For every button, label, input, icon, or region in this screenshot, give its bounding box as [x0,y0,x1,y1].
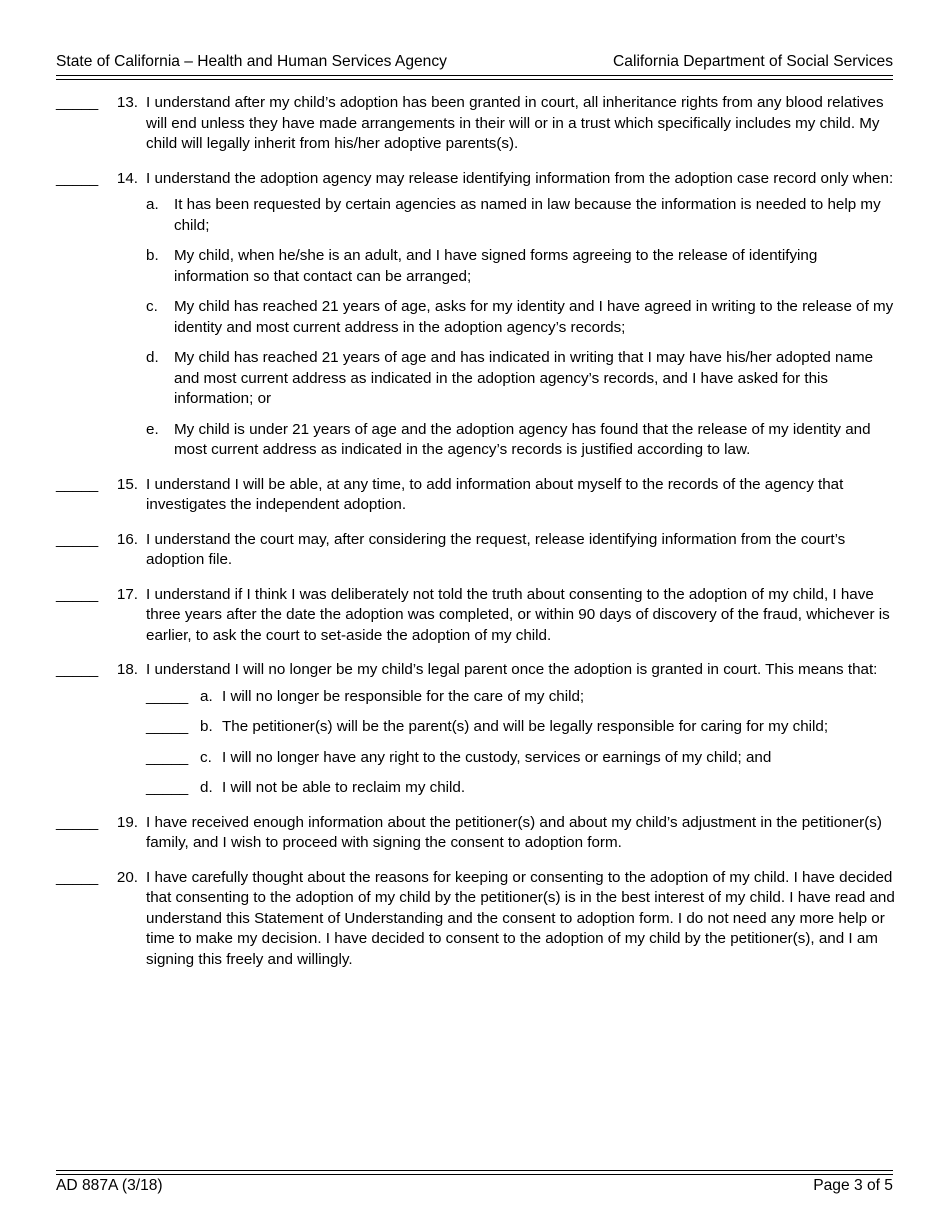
checklist-text: The petitioner(s) will be the parent(s) and will be legally responsible for caring for my child; [222,718,829,735]
page-header [56,52,893,74]
header-rule-top [56,75,893,76]
statement-text: I understand I will be able, at any time, to add information about myself to the records of the agency that investigates the independent adoption. [146,475,844,513]
condition-text: My child, when he/she is an adult, and I have signed forms agreeing to the release of identifying information so that contact can be arranged; [174,247,818,285]
condition-letter: b. [146,247,159,264]
checklist-item-c [146,748,896,769]
statement-number: 18. [116,661,138,678]
form-id: AD 887A (3/18) [56,1177,163,1194]
statement-text: I understand I will no longer be my child’s legal parent once the adoption is granted in court. This means that: [146,661,878,678]
initial-blank-18b[interactable]: _____ [146,718,189,735]
condition-b [146,246,896,287]
condition-d [146,348,896,410]
statement-number: 14. [116,169,138,187]
initial-blank-19[interactable]: _____ [56,813,99,831]
initial-blank-18[interactable]: _____ [56,661,99,678]
initial-blank-16[interactable]: _____ [56,530,99,548]
condition-a [146,195,896,236]
condition-text: My child has reached 21 years of age and has indicated in writing that I may have his/her adopted name and most current address as indicated in the adoption agency’s records, and I have asked for this information; or [174,349,874,407]
header-department: California Department of Social Services [613,53,893,70]
page-footer [56,1176,893,1198]
checklist-letter: d. [200,779,213,796]
statement-text: I have received enough information about the petitioner(s) and about my child’s adjustment in the petitioner(s) family, and I wish to proceed with signing the consent to adoption form. [146,813,882,851]
checklist-text: I will not be able to reclaim my child. [222,779,466,796]
condition-letter: e. [146,420,159,438]
statement-text: I understand after my child’s adoption has been granted in court, all inheritance rights from any blood relatives will end unless they have made arrangements in their will or in a trust which specifically includes my child. My child will legally inherit from his/her adoptive parents(s). [146,94,884,152]
statement-20 [56,868,896,971]
initial-blank-17[interactable]: _____ [56,585,99,603]
checklist-item-b [146,717,896,738]
footer-rule-top [56,1170,893,1171]
initial-blank-20[interactable]: _____ [56,868,99,886]
condition-c [146,297,896,338]
statement-17 [56,585,896,647]
statement-list [56,93,896,984]
statement-text: I understand the court may, after considering the request, release identifying information from the court’s adoption file. [146,530,846,568]
statement-text: I have carefully thought about the reasons for keeping or consenting to the adoption of my child. I have decided that consenting to the adoption of my child by the petitioner(s) is in the best interest of my child. I have read and understand this Statement of Understanding and the consent to adoption form. I do not need any more help or time to make my decision. I have decided to consent to the adoption of my child by the petitioner(s), and I am signing this freely and willingly. [146,868,895,968]
checklist-letter: c. [200,748,212,766]
checklist-letter: a. [200,687,213,705]
statement-number: 15. [116,475,138,493]
statement-16 [56,530,896,571]
condition-text: My child is under 21 years of age and the adoption agency has found that the release of my identity and most current address as indicated in the agency’s records is justified according to law. [174,420,871,458]
statement-number: 17. [116,585,138,603]
statement-19 [56,813,896,854]
statement-14 [56,169,896,461]
condition-text: My child has reached 21 years of age, asks for my identity and I have agreed in writing to the release of my identity and most current address in the adoption agency’s records; [174,298,894,336]
statement-number: 13. [116,94,138,111]
condition-text: It has been requested by certain agencies as named in law because the information is needed to help my child; [174,196,881,234]
statement-18 [56,660,896,799]
statement-15 [56,475,896,516]
release-conditions-list [146,195,896,461]
statement-13 [56,93,896,155]
checklist-text: I will no longer be responsible for the care of my child; [222,687,585,705]
initial-blank-15[interactable]: _____ [56,475,99,493]
condition-letter: c. [146,298,158,315]
statement-text: I understand the adoption agency may release identifying information from the adoption case record only when: [146,169,894,187]
initial-blank-18d[interactable]: _____ [146,779,189,796]
checklist-item-a [146,687,896,708]
initial-blank-14[interactable]: _____ [56,169,99,187]
header-agency: State of California – Health and Human Services Agency [56,53,447,70]
initial-blank-13[interactable]: _____ [56,94,99,111]
condition-letter: a. [146,196,159,213]
condition-e [146,420,896,461]
parent-rights-checklist [146,687,896,799]
statement-text: I understand if I think I was deliberately not told the truth about consenting to the adoption of my child, I have three years after the date the adoption was completed, or within 90 days of discovery of the fraud, whichever is earlier, to ask the court to set-aside the adoption of my child. [146,585,890,644]
statement-number: 16. [116,530,138,548]
condition-letter: d. [146,349,159,366]
footer-rule-bottom [56,1174,893,1175]
initial-blank-18a[interactable]: _____ [146,687,189,705]
checklist-text: I will no longer have any right to the custody, services or earnings of my child; and [222,748,772,766]
page-number: Page 3 of 5 [813,1177,893,1194]
initial-blank-18c[interactable]: _____ [146,748,189,766]
statement-number: 19. [116,813,138,831]
header-rule-bottom [56,79,893,80]
checklist-item-d [146,778,896,799]
statement-number: 20. [116,868,138,886]
checklist-letter: b. [200,718,213,735]
